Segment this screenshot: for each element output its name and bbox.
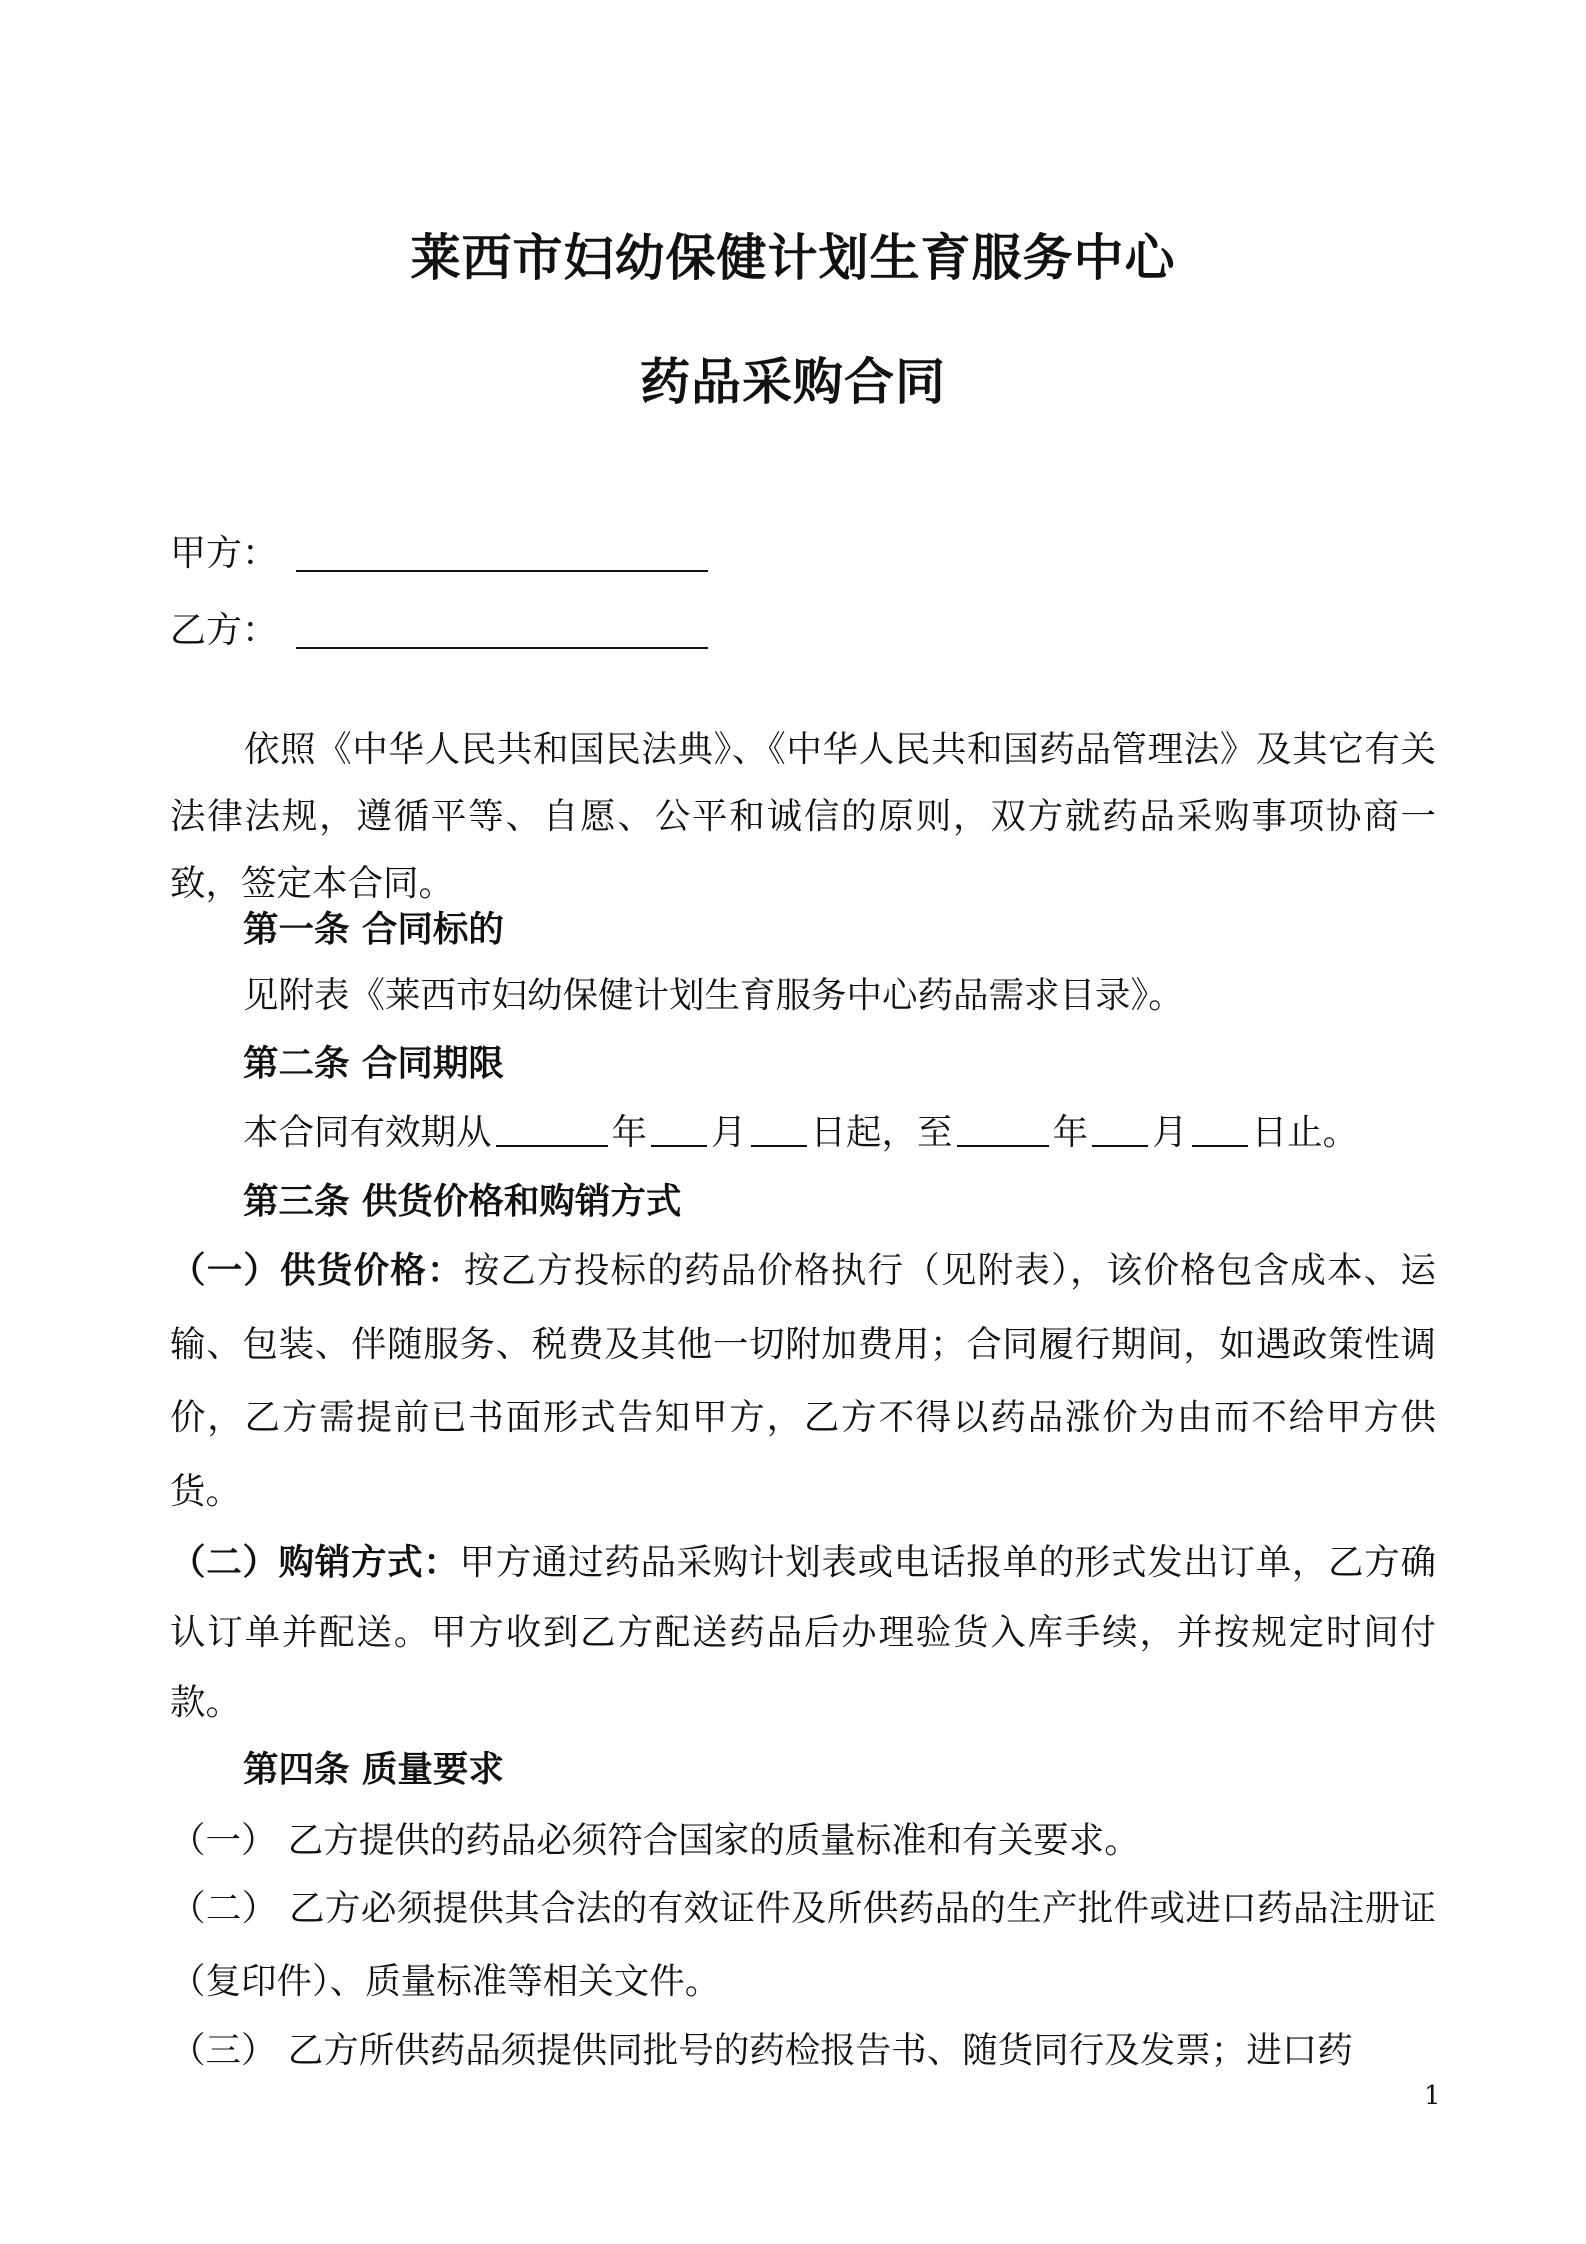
end-year-blank [957,1103,1049,1147]
article2-heading: 第二条 合同期限 [243,1043,504,1084]
term-year-2: 年 [1052,1112,1089,1153]
quality-item2: （二） 乙方必须提供其合法的有效证件及所供药品的生产批件或进口药品注册证（复印件）、质量标准等相关文件。 [170,1888,1436,2002]
term-month-1: 月 [711,1112,747,1153]
term-month-2: 月 [1152,1112,1188,1153]
article1-heading: 第一条 合同标的 [243,909,504,950]
party-b-field [170,607,708,655]
article3-item2 [170,1528,1436,1738]
supply-price-label: （一）供货价格： [170,1250,464,1291]
quality-item1: （一） 乙方提供的药品必须符合国家的质量标准和有关要求。 [170,1820,1140,1861]
start-year-blank [496,1103,608,1147]
term-start-text: 本合同有效期从 [243,1112,492,1153]
end-month-blank [1092,1103,1148,1147]
quality-item3: （三） 乙方所供药品须提供同批号的药检报告书、随货同行及发票；进口药 [170,2030,1353,2071]
article4-heading: 第四条 质量要求 [243,1749,504,1790]
supply-price-text: 按乙方投标的药品价格执行（见附表），该价格包含成本、运输、包装、伴随服务、税费及其他一切附加费用；合同履行期间，如遇政策性调价，乙方需提前已书面形式告知甲方，乙方不得以药品涨价为由而不给甲方供货。 [170,1250,1436,1512]
party-a-blank [296,530,708,572]
term-day-2: 日止。 [1251,1112,1359,1153]
page-number: 1 [1424,2081,1441,2111]
article2-term-line [0,1103,1586,1163]
term-year-1: 年 [611,1112,648,1153]
party-a-label: 甲方： [170,533,279,574]
document-title: 莱西市妇幼保健计划生育服务中心 [410,229,1176,287]
party-b-blank [296,607,708,649]
purchase-method-label: （二）购销方式： [170,1542,460,1583]
end-day-blank [1192,1103,1248,1147]
article3-heading: 第三条 供货价格和购销方式 [243,1181,682,1222]
start-month-blank [651,1103,707,1147]
document-subtitle: 药品采购合同 [640,353,946,411]
intro-paragraph: 依照《中华人民共和国民法典》、《中华人民共和国药品管理法》及其它有关法律法规，遵循平等、自愿、公平和诚信的原则，双方就药品采购事项协商一致，签定本合同。 [170,729,1436,904]
article3-item1 [170,1234,1436,1528]
party-b-label: 乙方： [170,610,279,651]
term-day-1: 日起，至 [810,1112,953,1153]
purchase-method-text: 甲方通过药品采购计划表或电话报单的形式发出订单，乙方确认订单并配送。甲方收到乙方配送药品后办理验货入库手续，并按规定时间付款。 [170,1542,1436,1723]
article1-text: 见附表《莱西市妇幼保健计划生育服务中心药品需求目录》。 [243,975,1184,1016]
start-day-blank [751,1103,807,1147]
party-a-field [170,530,708,578]
